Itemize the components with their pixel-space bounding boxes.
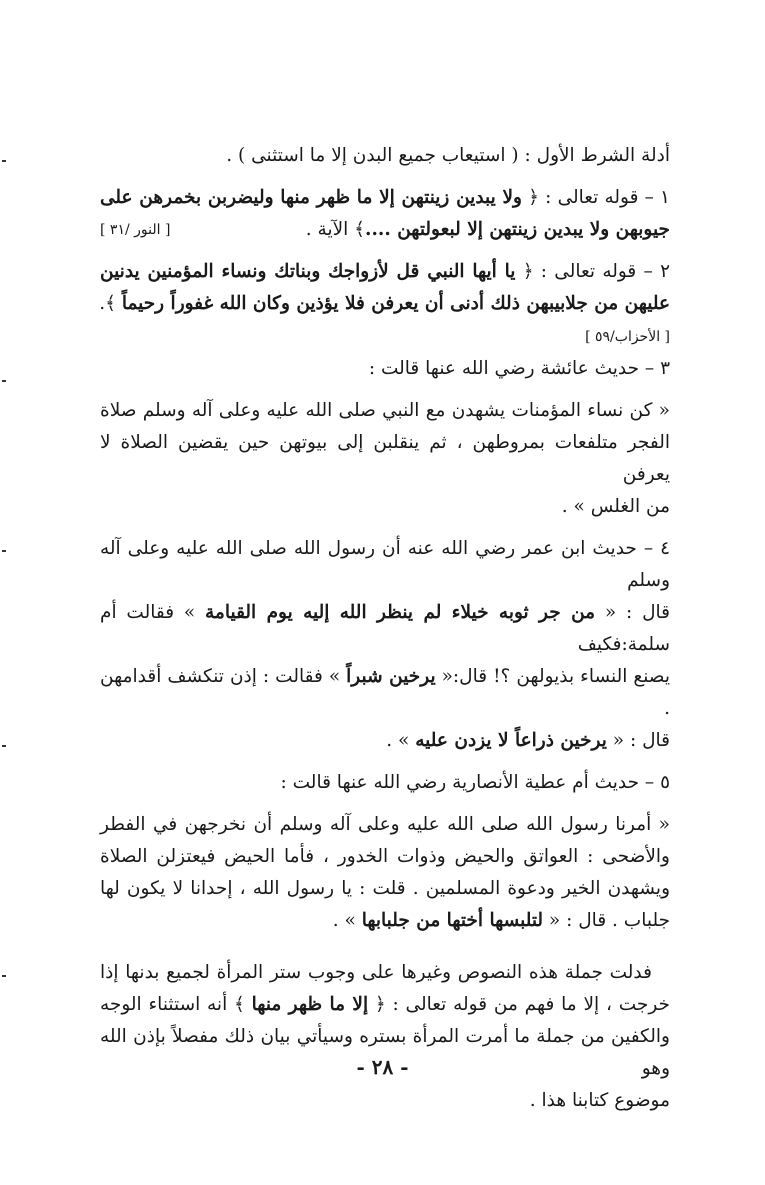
hadith-text: « أمرنا رسول الله صلى الله عليه وعلى آله وسلم أن نخرجهن في الفطر [100,814,670,835]
margin-mark [2,380,6,382]
hadith-quote: من جر ثوبه خيلاء لم ينظر الله إليه يوم القيامة [205,602,596,623]
hadith-quote: يرخين ذراعاً لا يزدن عليه [415,730,607,751]
surah-reference: [ الأحزاب/٥٩ ] [585,329,670,345]
margin-mark [2,975,6,977]
hadith-text: من الغلس » . [561,496,670,517]
evidence-item-3 [100,353,670,523]
conditions-heading: أدلة الشرط الأول : ( استيعاب جميع البدن إلا ما استثنى ) . [226,145,670,166]
quran-quote: عليهن من جلابيبهن ذلك أدنى أن يعرفن فلا يؤذين وكان الله غفوراً رحيماً [121,293,670,314]
hadith-text: « كن نساء المؤمنات يشهدن مع النبي صلى الله عليه وعلى آله وسلم صلاة [100,400,670,421]
evidence-item-5: ٥ – حديث أم عطية الأنصارية رضي الله عنها قالت : « أمرنا رسول الله صلى الله عليه وعلى آله وسلم أن نخرجهن في الفطر والأضحى : العواتق والحيض وذوات الخدور ، فأما الحيض فيعتزلن الصلاة ويشهدن الخير ودعوة المسلمين . قلت : يا رسول الله ، إحدانا لا يكون لها جلباب . قال : « لتلبسها أختها من جلبابها » . [100,767,670,937]
hadith-text: الفجر متلفعات بمروطهن ، ثم ينقلبن إلى بيوتهن حين يقضين الصلاة لا يعرفن [100,432,670,485]
evidence-item-2 [100,256,670,353]
margin-mark [2,160,6,162]
hadith-intro: ٣ – حديث عائشة رضي الله عنها قالت : [368,358,670,379]
item-suffix: ﴾. [99,293,122,314]
page-body [100,140,670,1117]
hadith-intro: ٥ – حديث أم عطية الأنصارية رضي الله عنها قالت : [280,772,670,793]
surah-reference: [ النور /٣١ ] [100,222,171,238]
hadith-intro: ٤ – حديث ابن عمر رضي الله عنه أن رسول الله صلى الله عليه وعلى آله وسلم [100,538,670,591]
item-prefix: ١ – قوله تعالى : ﴿ [521,187,670,208]
page-number: - ٢٨ - [356,1055,409,1079]
hadith-text: ويشهدن الخير ودعوة المسلمين . قلت : يا رسول الله ، إحدانا لا يكون لها [100,878,670,899]
evidence-item-1 [100,182,670,246]
quran-quote: إلا ما ظهر منها [251,994,369,1015]
quran-quote: جيوبهن ولا يبدين زينتهن إلا لبعولتهن .... [365,219,670,240]
quran-quote: ولا يبدين زينتهن إلا ما ظهر منها وليضربن بخمرهن على [100,187,522,208]
hadith-quote: يرخين شبراً [346,666,436,687]
margin-mark [2,745,6,747]
item-suffix: ﴾ الآية . [305,219,366,240]
item-prefix: ٢ – قوله تعالى : ﴿ [515,261,670,282]
evidence-item-4: ٤ – حديث ابن عمر رضي الله عنه أن رسول الله صلى الله عليه وعلى آله وسلم قال : « من جر ثوبه خيلاء لم ينظر الله إليه يوم القيامة » فقالت أم سلمة:فكيف يصنع النساء بذيولهن ؟! قال:« يرخين شبراً » فقالت : إذن تنكشف أقدامهن . قال : « يرخين ذراعاً لا يزدن عليه » . [100,533,670,757]
hadith-quote: لتلبسها أختها من جلبابها [361,910,544,931]
margin-mark [2,550,6,552]
hadith-text: والأضحى : العواتق والحيض وذوات الخدور ، فأما الحيض فيعتزلن الصلاة [100,846,670,867]
conclusion-paragraph: فدلت جملة هذه النصوص وغيرها على وجوب ستر المرأة لجميع بدنها إذا خرجت ، إلا ما فهم من قوله تعالى : ﴿ إلا ما ظهر منها ﴾ أنه استثناء الوجه والكفين من جملة ما أمرت المرأة بستره وسيأتي بيان ذلك مفصلاً بإذن الله وهو موضوع كتابنا هذا . [100,962,670,1111]
quran-quote: يا أيها النبي قل لأزواجك وبناتك ونساء المؤمنين يدنين [100,261,516,282]
